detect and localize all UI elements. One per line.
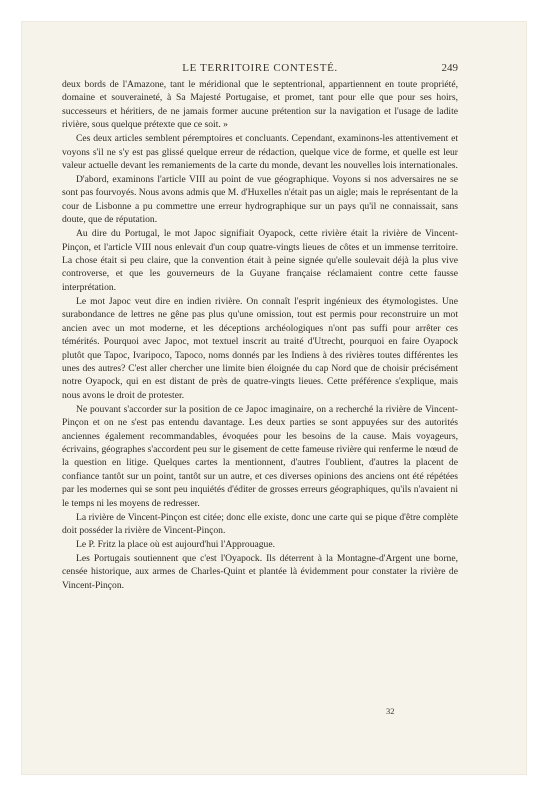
paragraph: Au dire du Portugal, le mot Japoc signifiait Oyapock, cette rivière était la rivière de Vincent-Pinçon, et l'article VIII nous enlevait d'un coup quatre-vingts lieues de côtes et un immense territoire. La chose était si peu claire, que la convention était à peine signée qu'elle soulevait déjà la plus vive controverse, et que les gouverneurs de la Guyane française réclamaient contre cette fausse interprétation.	[62, 228, 458, 293]
paragraph: Les Portugais soutiennent que c'est l'Oyapock. Ils déterrent à la Montagne-d'Argent une borne, censée historique, aux armes de Charles-Quint et plantée là évidemment pour constater la rivière de Vincent-Pinçon.	[62, 552, 458, 591]
paragraph: Le mot Japoc veut dire en indien rivière. On connaît l'esprit ingénieux des étymologistes. Une surabondance de lettres ne gêne pas plus qu'une omission, tout est permis pour reconstruire un mot ancien avec un mot moderne, et les déceptions archéologiques n'ont pas suffi pour arrêter ces témérités. Pourquoi avec Japoc, mot textuel inscrit au traité d'Utrecht, pourquoi en faire Oyapock plutôt que Tapoc, Ivaripoco, Tapoco, noms donnés par les Indiens à des rivières toutes différentes les unes des autres? C'est aller chercher une limite bien éloignée du cap Nord que de choisir précisément notre Oyapock, qui en est distant de près de quatre-vingts lieues. Cette préférence s'explique, mais nous avons le droit de protester.	[62, 295, 458, 401]
signature-mark: 32	[386, 706, 395, 716]
paragraph: D'abord, examinons l'article VIII au point de vue géographique. Voyons si nos adversaires ne se sont pas fourvoyés. Nous avons admis que M. d'Huxelles n'était pas un aigle; mais le représentant de la cour de Lisbonne a pu commettre une erreur hydrographique sur un pays qu'il ne connaissait, sans doute, que de réputation.	[62, 174, 458, 226]
paragraph: Ne pouvant s'accorder sur la position de ce Japoc imaginaire, on a recherché la rivière de Vincent-Pinçon et on ne s'est pas entendu davantage. Les deux parties se sont appuyées sur des autorités anciennes également recommandables, évoquées pour les besoins de la cause. Mais voyageurs, écrivains, géographes s'accordent peu sur le gisement de cette fameuse rivière qui renferme le nœud de la question en litige. Quelques cartes la mentionnent, d'autres l'oublient, d'autres la placent de confiance tantôt sur un point, tantôt sur un autre, et ces diverses opinions des anciens ont été répétées par les modernes qui se sont peu inquiétés d'éditer de grosses erreurs géographiques, qu'ils n'avaient ni le temps ni les moyens de redresser.	[62, 403, 458, 509]
paragraph: Ces deux articles semblent péremptoires et concluants. Cependant, examinons-les attentivement et voyons s'il ne s'y est pas glissé quelque erreur de rédaction, quelque vice de forme, et quelle est leur valeur actuelle devant les remaniements de la carte du monde, devant les nouvelles lois internationales.	[62, 133, 458, 172]
page-number: 249	[441, 62, 458, 74]
running-title: LE TERRITOIRE CONTESTÉ.	[182, 62, 338, 74]
paragraph: Le P. Fritz la place où est aujourd'hui l'Approuague.	[76, 538, 276, 550]
paragraph: La rivière de Vincent-Pinçon est citée; donc elle existe, donc une carte qui se pique d'être complète doit posséder la rivière de Vincent-Pinçon.	[62, 511, 458, 536]
body-text	[62, 78, 458, 592]
paragraph: deux bords de l'Amazone, tant le méridional que le septentrional, appartiennent en toute propriété, domaine et souveraineté, à Sa Majesté Portugaise, et promet, tant pour elle que pour ses hoirs, successeurs et héritiers, de ne jamais former aucune prétention sur la navigation et l'usage de ladite rivière, sous quelque prétexte que ce soit. »	[62, 79, 458, 131]
